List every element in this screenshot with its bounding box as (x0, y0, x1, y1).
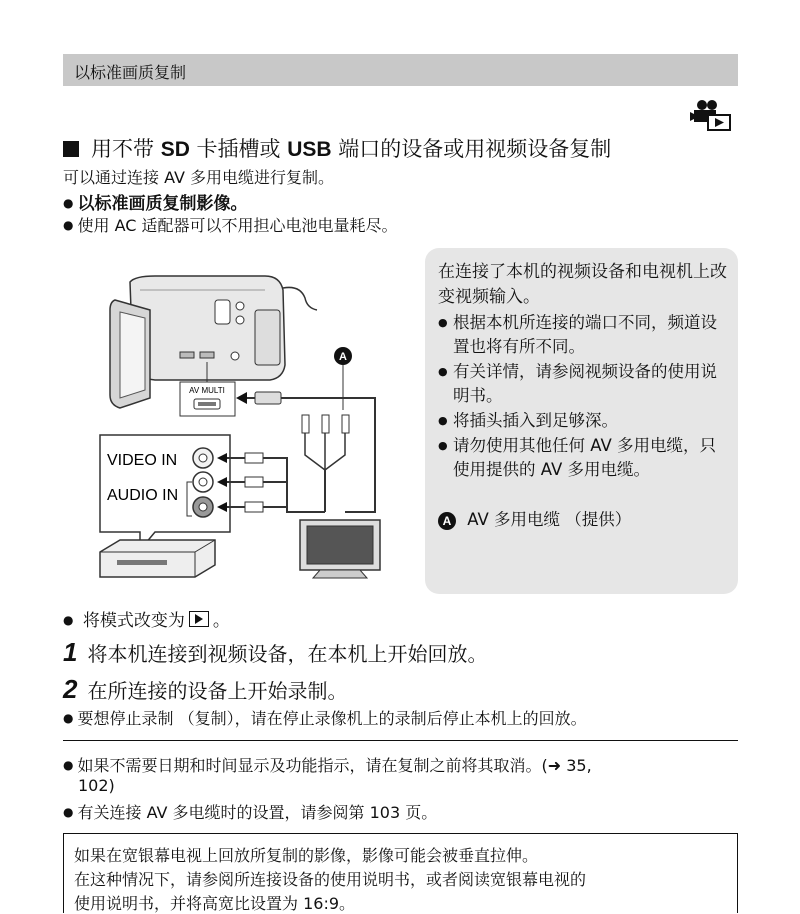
step-2 (63, 674, 347, 705)
widescreen-note-line-3: 使用说明书，并将高宽比设置为 16:9。 (74, 894, 356, 913)
intro-bullet-1-text: 以标准画质复制影像。 (77, 194, 248, 214)
rca-plugs (302, 415, 349, 512)
video-playback-mode-icon (690, 98, 732, 132)
widescreen-note-line-2: 在这种情况下，请参阅所连接设备的使用说明书，或者阅读宽银幕电视的 (74, 870, 587, 889)
callout-note-a (438, 506, 631, 530)
playback-mode-icon (189, 611, 209, 627)
widescreen-note-box (63, 833, 738, 913)
step-2-note-text: 要想停止录制 （复制），请在停止录像机上的录制后停止本机上的回放。 (77, 709, 587, 728)
mode-change-text: 将模式改变为 (82, 611, 185, 631)
callout-a-badge: A (438, 512, 456, 530)
intro-bullet-2-text: 使用 AC 适配器可以不用担心电池电量耗尽。 (77, 216, 398, 235)
section-title-usb: USB (287, 138, 332, 161)
video-recorder-illustration (100, 540, 215, 577)
audio-in-label: AUDIO IN (107, 487, 179, 504)
callout-item: ● 将插头插入到足够深。 (438, 409, 730, 433)
step-1-text: 将本机连接到视频设备，在本机上开始回放。 (87, 642, 488, 666)
notes-bullet-1-cont: 102) (78, 776, 115, 795)
section-title-part: 卡插槽或 (189, 137, 288, 161)
section-title-sd: SD (160, 138, 190, 161)
notes-bullet-2 (63, 800, 437, 823)
mode-change-line (63, 606, 230, 631)
connection-diagram (95, 270, 405, 585)
intro-bullet-2 (63, 213, 398, 236)
step-2-text: 在所连接的设备上开始录制。 (87, 679, 348, 703)
video-in-label: VIDEO IN (107, 452, 178, 469)
av-multi-label: AV MULTI (189, 386, 225, 395)
input-change-callout (425, 248, 738, 594)
cable-callout-a-letter: A (339, 351, 347, 363)
callout-list (438, 311, 730, 483)
intro-line: 可以通过连接 AV 多用电缆进行复制。 (63, 168, 335, 187)
callout-note-a-text: AV 多用电缆 （提供） (467, 510, 632, 529)
section-divider (63, 740, 738, 741)
section-title-part: 端口的设备或用视频设备复制 (331, 137, 612, 161)
page-header-title: 以标准画质复制 (74, 63, 187, 82)
step-2-note (63, 706, 587, 729)
callout-item: ● 有关详情，请参阅视频设备的使用说明书。 (438, 360, 730, 408)
plug-arrow (236, 392, 247, 404)
cable-plug (255, 392, 281, 404)
square-bullet-icon (63, 141, 79, 157)
av-input-panel (100, 435, 325, 550)
section-title (63, 133, 611, 163)
step-1 (63, 637, 487, 668)
step-2-number: 2 (63, 674, 78, 704)
step-1-number: 1 (63, 637, 78, 667)
callout-title: 在连接了本机的视频设备和电视机上改变视频输入。 (438, 262, 727, 307)
callout-item: ● 根据本机所连接的端口不同，频道设置也将有所不同。 (438, 311, 730, 359)
mode-change-period: 。 (212, 611, 230, 631)
notes-bullet-1-text: 如果不需要日期和时间显示及功能指示，请在复制之前将其取消。(➜ 35, (77, 756, 592, 775)
intro-bullet-1 (63, 189, 247, 214)
section-title-part: 用不带 (91, 137, 161, 161)
notes-bullet-2-text: 有关连接 AV 多电缆时的设置，请参阅第 103 页。 (77, 803, 438, 822)
callout-item: ● 请勿使用其他任何 AV 多用电缆，只使用提供的 AV 多用电缆。 (438, 434, 730, 482)
television-illustration (300, 520, 380, 578)
widescreen-note-line-1: 如果在宽银幕电视上回放所复制的影像，影像可能会被垂直拉伸。 (74, 846, 539, 865)
notes-bullet-1 (63, 753, 592, 776)
page-header-bar (63, 54, 738, 86)
